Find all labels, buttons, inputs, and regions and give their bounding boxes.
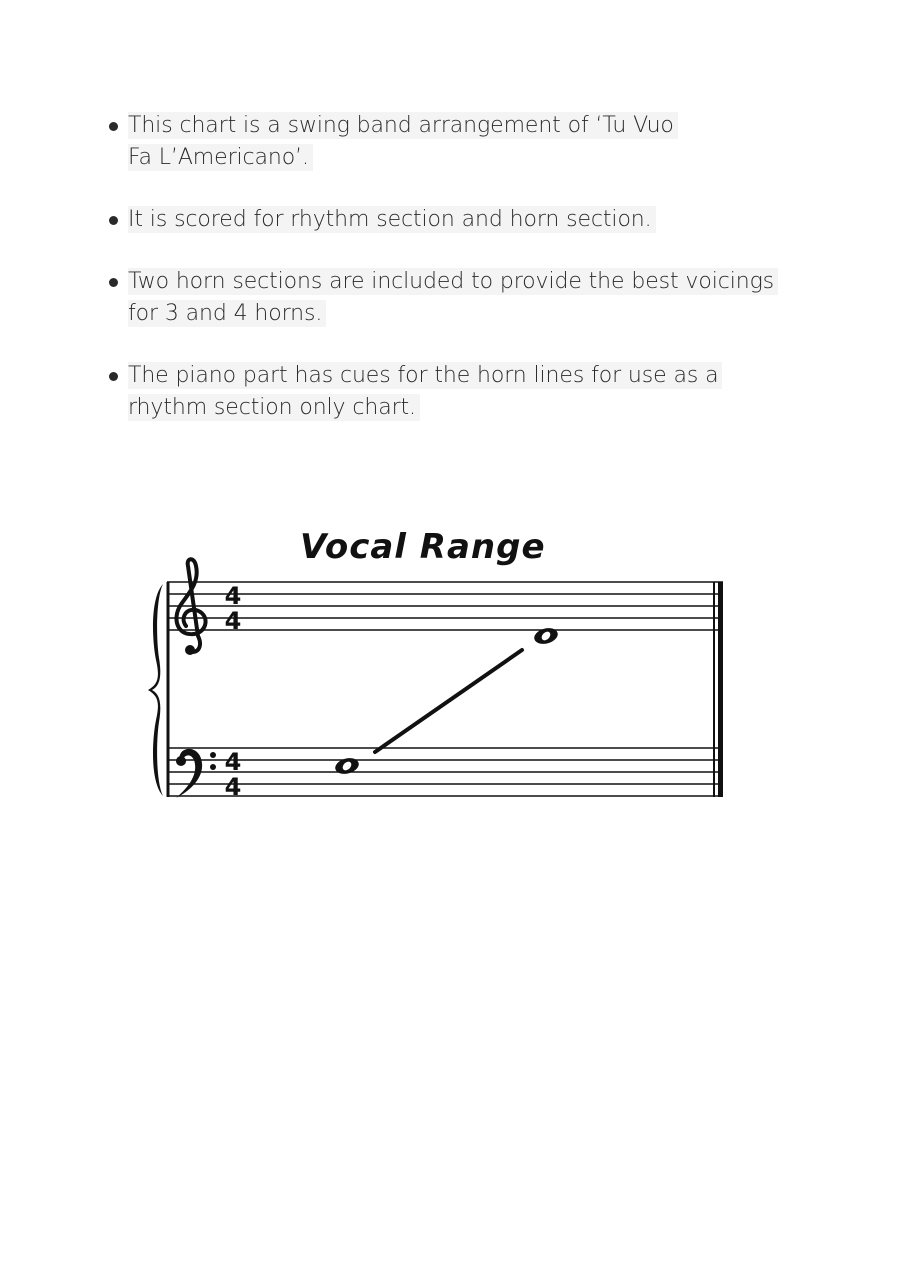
bullet-text: Two horn sections are included to provide the best voicings for 3 and 4 horns. bbox=[128, 268, 778, 327]
score-title: Vocal Range bbox=[300, 527, 546, 567]
bullet-text: The piano part has cues for the horn lines for use as a rhythm section only chart. bbox=[128, 362, 722, 421]
bass-time-bottom: 4 bbox=[224, 773, 242, 801]
high-note bbox=[532, 626, 559, 647]
treble-staff bbox=[167, 582, 723, 630]
treble-time-top: 4 bbox=[224, 582, 242, 610]
bullet-text: This chart is a swing band arrangement of ‘Tu Vuo Fa L’Americano’. bbox=[128, 112, 678, 171]
bass-staff bbox=[167, 748, 723, 796]
bass-clef-icon bbox=[176, 749, 216, 798]
treble-time-bottom: 4 bbox=[224, 607, 242, 635]
range-line bbox=[375, 650, 522, 752]
low-note bbox=[333, 756, 360, 777]
bass-time-top: 4 bbox=[224, 748, 242, 776]
final-barline bbox=[713, 582, 723, 797]
brace-icon bbox=[148, 584, 163, 796]
bullet-text: It is scored for rhythm section and horn section. bbox=[128, 206, 656, 233]
